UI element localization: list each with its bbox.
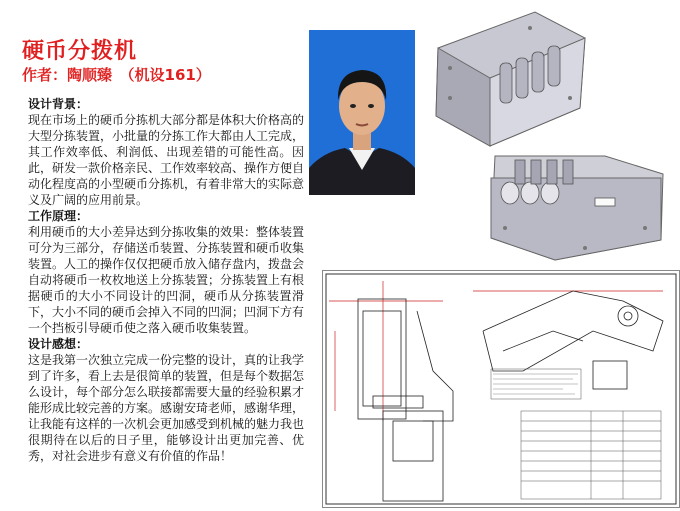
feeling-heading: 设计感想： [28,337,89,351]
render-bottom [485,148,670,266]
poster-title: 硬币分拨机 [22,39,138,64]
principle-heading: 工作原理： [28,209,89,223]
principle-text: 利用硬币的大小差异达到分拣收集的效果：整体装置可分为三部分，存储送币装置、分拣装置和硬币收集装置。人工的操作仅仅把硬币放入储存盘内，拨盘会自动将硬币一枚枚地送上分拣装置；分拣装置上有根据硬币的大小不同设计的凹洞，硬币从分拣装置滑下，大小不同的硬币会掉入不同的凹洞；凹洞下方有一个挡板引导硬币使之落入硬币收集装置。 [28,225,305,335]
feeling-text: 这是我第一次独立完成一份完整的设计，真的让我学到了许多，看上去是很简单的装置，但是每个数据怎么设计，每个部分怎么联接都需要大量的经验积累才能形成比较完善的方案。感谢安琦老师，感谢华理，让我能有这样的一次机会更加感受到机械的魅力我也很期待在以后的日子里，能够设计出更加完善、优秀，对社会进步有意义有价值的作品！ [28,353,305,463]
background-text: 现在市场上的硬币分拣机大部分都是体积大价格高的大型分拣装置，小批量的分拣工作大都由人工完成，其工作效率低、利润低、出现差错的可能性高。因此，研发一款价格亲民、工作效率较高、操作方便自动化程度高的小型硬币分拣机，有着非常大的实际意义及广阔的应用前景。 [28,113,305,207]
author-line: 作者：陶顺臻 （机设161） [22,66,211,84]
engineering-drawing [322,270,680,508]
description-column [28,96,304,464]
author-photo [309,30,415,195]
background-heading: 设计背景： [28,97,89,111]
render-top [430,8,590,148]
